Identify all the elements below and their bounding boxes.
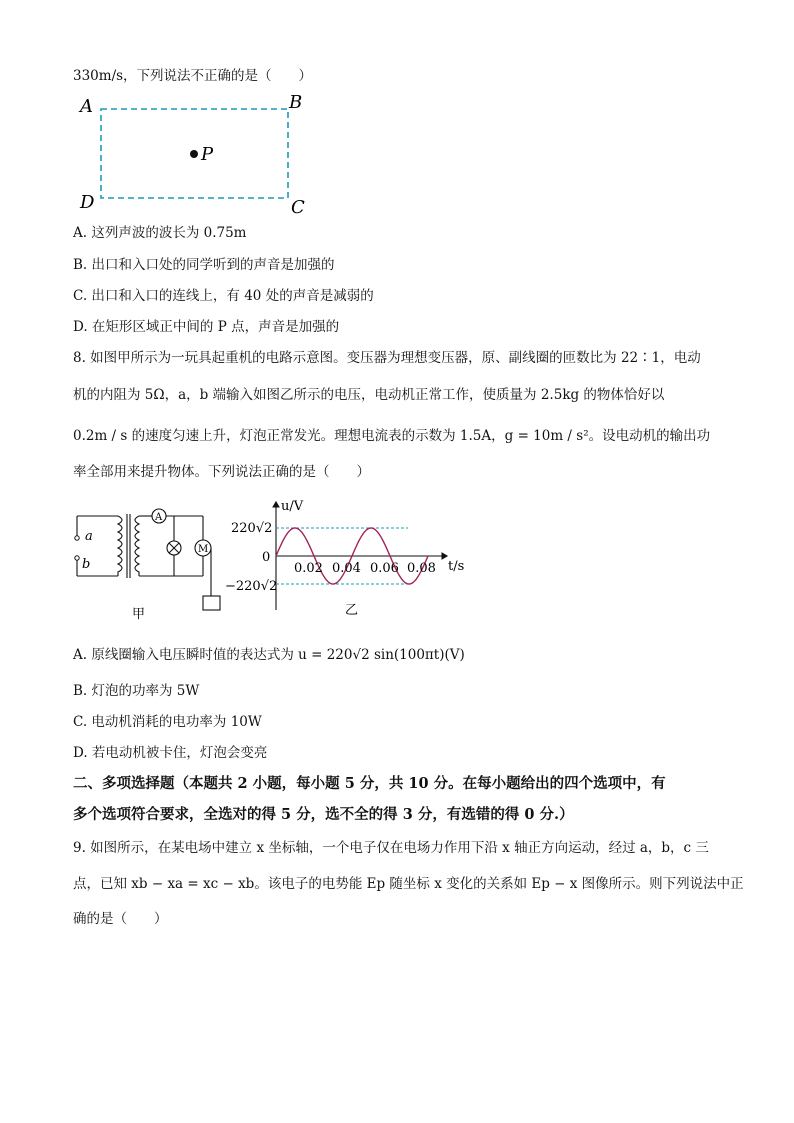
q8-secondary-coil [135,516,139,576]
q9-stem-line-1: 9. 如图所示，在某电场中建立 x 坐标轴，一个电子仅在电场力作用下沿 x 轴正方向运动，经过 a，b，c 三 [73,840,709,856]
q7-option-d: D. 在矩形区域正中间的 P 点，声音是加强的 [73,319,340,335]
section2-heading-line-2: 多个选项符合要求，全选对的得 5 分，选不全的得 3 分，有选错的得 0 分.） [73,806,574,823]
q8-option-b: B. 灯泡的功率为 5W [73,683,200,699]
q8-stem-line-2: 机的内阻为 5Ω，a，b 端输入如图乙所示的电压，电动机正常工作，使质量为 2.5kg 的物体恰好以 [73,387,665,403]
q8-y-axis-label: u/V [281,499,304,514]
q8-primary-coil [118,516,122,576]
q7-label-c: C [291,197,305,218]
q8-circuit-diagram [70,500,230,625]
q8-ut-graph [225,496,470,626]
section2-heading-line-1: 二、多项选择题（本题共 2 小题，每小题 5 分，共 10 分。在每小题给出的四个选项中，有 [73,775,666,792]
q7-rect-diagram [76,90,316,220]
q7-option-a: A. 这列声波的波长为 0.75m [73,225,247,241]
q8-caption-yi: 乙 [345,603,359,618]
q8-ammeter-label: A [155,512,163,523]
q7-label-a: A [80,96,93,117]
q8-motor-label: M [198,544,209,555]
q9-stem-line-2: 点，已知 xb − xa = xc − xb。该电子的电势能 Ep 随坐标 x 变化的关系如 Ep − x 图像所示。则下列说法中正 [73,876,744,892]
q8-option-d: D. 若电动机被卡住，灯泡会变亮 [73,745,268,761]
q8-x-tick-1: 0.02 [294,561,323,576]
q7-option-c: C. 出口和入口的连线上，有 40 处的声音是减弱的 [73,288,374,304]
q8-y-top-label: 220√2 [231,521,273,536]
q8-terminal-b [75,556,79,560]
q7-label-b: B [289,92,303,113]
q8-y-zero-label: 0 [262,550,271,565]
q8-figure-yi [225,496,470,626]
q8-figure-jia [70,500,230,625]
q8-option-c: C. 电动机消耗的电功率为 10W [73,714,262,730]
q8-y-bottom-label: −220√2 [225,579,278,594]
q8-stem-line-4: 率全部用来提升物体。下列说法正确的是（ ） [73,464,370,480]
q8-x-tick-2: 0.04 [332,561,361,576]
q8-terminal-a [75,536,79,540]
q8-caption-jia: 甲 [132,607,146,622]
q8-option-a: A. 原线圈输入电压瞬时值的表达式为 u = 220√2 sin(100πt)(V) [73,647,465,663]
q7-label-p: P [201,144,214,165]
q8-x-axis-label: t/s [448,559,465,574]
q7-point-p-dot [190,150,198,158]
q8-label-b: b [82,557,91,572]
q7-option-b: B. 出口和入口处的同学听到的声音是加强的 [73,257,335,273]
q8-weight-block [203,596,220,610]
q7-figure [76,90,316,220]
q7-label-d: D [80,192,95,213]
q8-label-a: a [85,529,93,544]
q9-stem-line-3: 确的是（ ） [73,911,168,927]
q8-x-tick-3: 0.06 [370,561,399,576]
q8-stem-line-1: 8. 如图甲所示为一玩具起重机的电路示意图。变压器为理想变压器，原、副线圈的匝数比为 22∶1，电动 [73,350,701,366]
q8-stem-line-3: 0.2m / s 的速度匀速上升，灯泡正常发光。理想电流表的示数为 1.5A，g = 10m / s²。设电动机的输出功 [73,428,711,444]
q8-x-tick-4: 0.08 [407,561,436,576]
q7-stem-tail: 330m/s，下列说法不正确的是（ ） [73,68,313,84]
